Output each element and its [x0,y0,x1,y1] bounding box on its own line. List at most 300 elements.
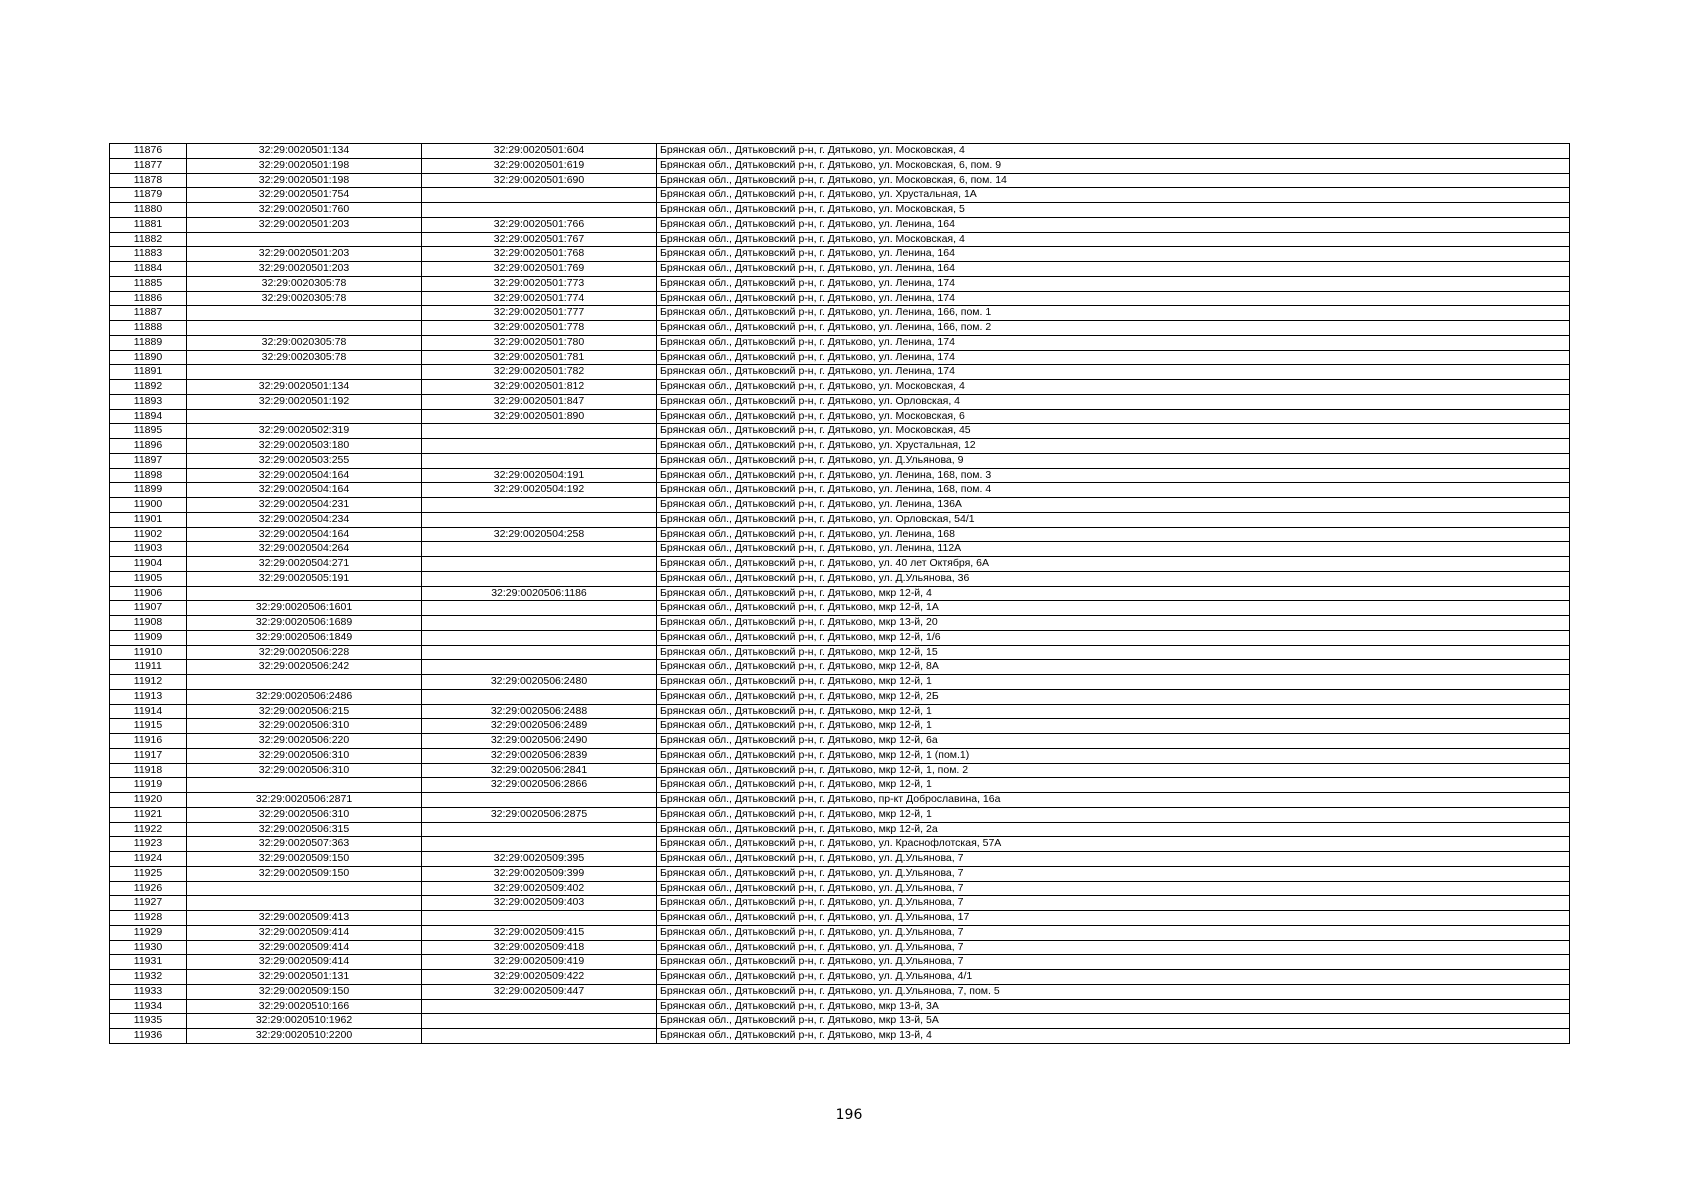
table-row [110,203,1570,218]
row-number-cell: 11925 [110,866,187,881]
table-row [110,232,1570,247]
row-number-cell: 11910 [110,645,187,660]
cadastral-number-cell: 32:29:0020506:1601 [187,601,422,616]
object-number-cell [422,203,657,218]
cadastral-number-cell: 32:29:0020504:271 [187,557,422,572]
cadastral-number-cell: 32:29:0020501:203 [187,247,422,262]
object-number-cell [422,439,657,454]
table-row [110,306,1570,321]
row-number-cell: 11912 [110,675,187,690]
cadastral-number-cell: 32:29:0020504:264 [187,542,422,557]
cadastral-number-cell [187,321,422,336]
cadastral-number-cell: 32:29:0020506:310 [187,719,422,734]
cadastral-number-cell [187,365,422,380]
cadastral-number-cell [187,409,422,424]
cadastral-number-cell: 32:29:0020506:310 [187,763,422,778]
cadastral-number-cell: 32:29:0020504:164 [187,527,422,542]
cadastral-number-cell: 32:29:0020506:228 [187,645,422,660]
table-row [110,852,1570,867]
address-cell: Брянская обл., Дятьковский р-н, г. Дятьково, ул. Ленина, 174 [657,350,1570,365]
object-number-cell [422,1014,657,1029]
cadastral-number-cell: 32:29:0020506:310 [187,748,422,763]
table-row [110,970,1570,985]
row-number-cell: 11891 [110,365,187,380]
row-number-cell: 11884 [110,262,187,277]
address-cell: Брянская обл., Дятьковский р-н, г. Дятьково, ул. Ленина, 166, пом. 2 [657,321,1570,336]
object-number-cell: 32:29:0020506:1186 [422,586,657,601]
object-number-cell: 32:29:0020506:2480 [422,675,657,690]
cadastral-number-cell [187,896,422,911]
table-row [110,748,1570,763]
table-row [110,689,1570,704]
cadastral-number-cell: 32:29:0020504:231 [187,498,422,513]
object-number-cell [422,689,657,704]
cadastral-number-cell: 32:29:0020504:164 [187,483,422,498]
object-number-cell [422,498,657,513]
cadastral-number-cell: 32:29:0020504:164 [187,468,422,483]
cadastral-number-cell: 32:29:0020509:150 [187,852,422,867]
object-number-cell: 32:29:0020509:399 [422,866,657,881]
address-cell: Брянская обл., Дятьковский р-н, г. Дятьково, ул. Д.Ульянова, 7 [657,852,1570,867]
object-number-cell: 32:29:0020501:812 [422,380,657,395]
row-number-cell: 11922 [110,822,187,837]
row-number-cell: 11886 [110,291,187,306]
table-row [110,217,1570,232]
object-number-cell: 32:29:0020504:258 [422,527,657,542]
object-number-cell [422,822,657,837]
table-row [110,571,1570,586]
row-number-cell: 11916 [110,734,187,749]
table-row [110,321,1570,336]
address-cell: Брянская обл., Дятьковский р-н, г. Дятьково, ул. Ленина, 166, пом. 1 [657,306,1570,321]
address-cell: Брянская обл., Дятьковский р-н, г. Дятьково, ул. Ленина, 168, пом. 3 [657,468,1570,483]
table-row [110,276,1570,291]
object-number-cell [422,999,657,1014]
table-row [110,793,1570,808]
object-number-cell: 32:29:0020501:782 [422,365,657,380]
table-row [110,291,1570,306]
cadastral-number-cell: 32:29:0020305:78 [187,291,422,306]
object-number-cell [422,616,657,631]
object-number-cell [422,571,657,586]
table-body [110,144,1570,1044]
address-cell: Брянская обл., Дятьковский р-н, г. Дятьково, ул. Орловская, 54/1 [657,512,1570,527]
address-cell: Брянская обл., Дятьковский р-н, г. Дятьково, ул. Д.Ульянова, 7 [657,955,1570,970]
address-cell: Брянская обл., Дятьковский р-н, г. Дятьково, мкр 13-й, 20 [657,616,1570,631]
row-number-cell: 11935 [110,1014,187,1029]
cadastral-number-cell: 32:29:0020506:2486 [187,689,422,704]
table-row [110,512,1570,527]
address-cell: Брянская обл., Дятьковский р-н, г. Дятьково, ул. Московская, 6, пом. 14 [657,173,1570,188]
table-row [110,453,1570,468]
cadastral-number-cell: 32:29:0020501:192 [187,394,422,409]
address-cell: Брянская обл., Дятьковский р-н, г. Дятьково, ул. Московская, 45 [657,424,1570,439]
table-row [110,778,1570,793]
cadastral-number-cell: 32:29:0020501:754 [187,188,422,203]
cadastral-number-cell: 32:29:0020506:310 [187,807,422,822]
table-row [110,365,1570,380]
object-number-cell: 32:29:0020501:847 [422,394,657,409]
table-row [110,704,1570,719]
object-number-cell: 32:29:0020506:2839 [422,748,657,763]
row-number-cell: 11936 [110,1029,187,1044]
address-cell: Брянская обл., Дятьковский р-н, г. Дятьково, ул. Краснофлотская, 57А [657,837,1570,852]
table-row [110,807,1570,822]
cadastral-number-cell: 32:29:0020506:1689 [187,616,422,631]
cadastral-number-cell: 32:29:0020502:319 [187,424,422,439]
address-cell: Брянская обл., Дятьковский р-н, г. Дятьково, ул. Ленина, 164 [657,217,1570,232]
row-number-cell: 11921 [110,807,187,822]
object-number-cell: 32:29:0020501:773 [422,276,657,291]
address-cell: Брянская обл., Дятьковский р-н, г. Дятьково, ул. Ленина, 164 [657,247,1570,262]
object-number-cell: 32:29:0020501:781 [422,350,657,365]
table-row [110,896,1570,911]
row-number-cell: 11877 [110,158,187,173]
object-number-cell [422,424,657,439]
address-cell: Брянская обл., Дятьковский р-н, г. Дятьково, ул. Д.Ульянова, 4/1 [657,970,1570,985]
address-cell: Брянская обл., Дятьковский р-н, г. Дятьково, ул. Ленина, 164 [657,262,1570,277]
cadastral-number-cell: 32:29:0020510:1962 [187,1014,422,1029]
address-cell: Брянская обл., Дятьковский р-н, г. Дятьково, ул. Хрустальная, 12 [657,439,1570,454]
object-number-cell [422,557,657,572]
table-row [110,144,1570,159]
table-row [110,247,1570,262]
table-row [110,734,1570,749]
row-number-cell: 11876 [110,144,187,159]
address-cell: Брянская обл., Дятьковский р-н, г. Дятьково, мкр 12-й, 2Б [657,689,1570,704]
object-number-cell: 32:29:0020509:395 [422,852,657,867]
row-number-cell: 11918 [110,763,187,778]
object-number-cell [422,793,657,808]
address-cell: Брянская обл., Дятьковский р-н, г. Дятьково, ул. Д.Ульянова, 7 [657,881,1570,896]
cadastral-number-cell: 32:29:0020501:760 [187,203,422,218]
table-row [110,1014,1570,1029]
address-cell: Брянская обл., Дятьковский р-н, г. Дятьково, ул. 40 лет Октября, 6А [657,557,1570,572]
address-cell: Брянская обл., Дятьковский р-н, г. Дятьково, ул. Ленина, 136А [657,498,1570,513]
cadastral-number-cell: 32:29:0020504:234 [187,512,422,527]
address-cell: Брянская обл., Дятьковский р-н, г. Дятьково, ул. Московская, 5 [657,203,1570,218]
address-cell: Брянская обл., Дятьковский р-н, г. Дятьково, ул. Д.Ульянова, 7 [657,896,1570,911]
object-number-cell: 32:29:0020509:403 [422,896,657,911]
table-row [110,955,1570,970]
address-cell: Брянская обл., Дятьковский р-н, г. Дятьково, мкр 12-й, 1, пом. 2 [657,763,1570,778]
object-number-cell: 32:29:0020501:768 [422,247,657,262]
cadastral-number-cell [187,778,422,793]
cadastral-number-cell: 32:29:0020510:2200 [187,1029,422,1044]
table-row [110,262,1570,277]
row-number-cell: 11899 [110,483,187,498]
row-number-cell: 11883 [110,247,187,262]
cadastral-number-cell: 32:29:0020501:131 [187,970,422,985]
row-number-cell: 11880 [110,203,187,218]
row-number-cell: 11881 [110,217,187,232]
row-number-cell: 11926 [110,881,187,896]
table-row [110,439,1570,454]
cadastral-number-cell: 32:29:0020506:242 [187,660,422,675]
cadastral-number-cell: 32:29:0020501:203 [187,262,422,277]
object-number-cell [422,512,657,527]
row-number-cell: 11915 [110,719,187,734]
table-row [110,557,1570,572]
object-number-cell: 32:29:0020506:2489 [422,719,657,734]
row-number-cell: 11924 [110,852,187,867]
address-cell: Брянская обл., Дятьковский р-н, г. Дятьково, мкр 12-й, 6а [657,734,1570,749]
row-number-cell: 11903 [110,542,187,557]
address-cell: Брянская обл., Дятьковский р-н, г. Дятьково, мкр 12-й, 1 [657,704,1570,719]
cadastral-number-cell: 32:29:0020510:166 [187,999,422,1014]
table-row [110,188,1570,203]
cadastral-number-cell: 32:29:0020503:255 [187,453,422,468]
row-number-cell: 11890 [110,350,187,365]
address-cell: Брянская обл., Дятьковский р-н, г. Дятьково, ул. Ленина, 168, пом. 4 [657,483,1570,498]
row-number-cell: 11882 [110,232,187,247]
object-number-cell: 32:29:0020509:402 [422,881,657,896]
table-row [110,645,1570,660]
cadastral-number-cell: 32:29:0020501:203 [187,217,422,232]
table-row [110,173,1570,188]
table-row [110,483,1570,498]
row-number-cell: 11894 [110,409,187,424]
object-number-cell: 32:29:0020509:415 [422,925,657,940]
row-number-cell: 11888 [110,321,187,336]
address-cell: Брянская обл., Дятьковский р-н, г. Дятьково, мкр 13-й, 5А [657,1014,1570,1029]
row-number-cell: 11895 [110,424,187,439]
cadastral-number-cell: 32:29:0020509:413 [187,911,422,926]
row-number-cell: 11929 [110,925,187,940]
object-number-cell [422,1029,657,1044]
address-cell: Брянская обл., Дятьковский р-н, г. Дятьково, ул. Ленина, 174 [657,335,1570,350]
address-cell: Брянская обл., Дятьковский р-н, г. Дятьково, ул. Д.Ульянова, 7, пом. 5 [657,984,1570,999]
object-number-cell: 32:29:0020501:766 [422,217,657,232]
row-number-cell: 11902 [110,527,187,542]
address-cell: Брянская обл., Дятьковский р-н, г. Дятьково, ул. Московская, 4 [657,380,1570,395]
table-row [110,940,1570,955]
object-number-cell: 32:29:0020506:2490 [422,734,657,749]
row-number-cell: 11892 [110,380,187,395]
address-cell: Брянская обл., Дятьковский р-н, г. Дятьково, ул. Ленина, 174 [657,291,1570,306]
row-number-cell: 11885 [110,276,187,291]
cadastral-number-cell: 32:29:0020509:414 [187,940,422,955]
address-cell: Брянская обл., Дятьковский р-н, г. Дятьково, ул. Д.Ульянова, 7 [657,940,1570,955]
row-number-cell: 11931 [110,955,187,970]
address-cell: Брянская обл., Дятьковский р-н, г. Дятьково, пр-кт Доброславина, 16а [657,793,1570,808]
row-number-cell: 11889 [110,335,187,350]
object-number-cell [422,188,657,203]
object-number-cell: 32:29:0020504:191 [422,468,657,483]
table-row [110,675,1570,690]
address-cell: Брянская обл., Дятьковский р-н, г. Дятьково, ул. Ленина, 112А [657,542,1570,557]
table-row [110,630,1570,645]
cadastral-number-cell: 32:29:0020505:191 [187,571,422,586]
address-cell: Брянская обл., Дятьковский р-н, г. Дятьково, ул. Московская, 4 [657,144,1570,159]
table-row [110,822,1570,837]
table-row [110,881,1570,896]
row-number-cell: 11913 [110,689,187,704]
row-number-cell: 11893 [110,394,187,409]
address-cell: Брянская обл., Дятьковский р-н, г. Дятьково, ул. Московская, 6, пом. 9 [657,158,1570,173]
object-number-cell [422,645,657,660]
object-number-cell [422,453,657,468]
cadastral-number-cell: 32:29:0020509:150 [187,984,422,999]
row-number-cell: 11908 [110,616,187,631]
address-cell: Брянская обл., Дятьковский р-н, г. Дятьково, ул. Д.Ульянова, 17 [657,911,1570,926]
row-number-cell: 11932 [110,970,187,985]
table-row [110,925,1570,940]
object-number-cell: 32:29:0020501:767 [422,232,657,247]
row-number-cell: 11909 [110,630,187,645]
address-cell: Брянская обл., Дятьковский р-н, г. Дятьково, ул. Д.Ульянова, 9 [657,453,1570,468]
table-row [110,999,1570,1014]
object-number-cell: 32:29:0020501:774 [422,291,657,306]
table-row [110,542,1570,557]
object-number-cell: 32:29:0020509:422 [422,970,657,985]
row-number-cell: 11900 [110,498,187,513]
row-number-cell: 11914 [110,704,187,719]
page-number: 196 [835,1107,863,1123]
address-cell: Брянская обл., Дятьковский р-н, г. Дятьково, мкр 12-й, 2а [657,822,1570,837]
address-cell: Брянская обл., Дятьковский р-н, г. Дятьково, мкр 13-й, 4 [657,1029,1570,1044]
table-row [110,468,1570,483]
cadastral-number-cell: 32:29:0020506:1849 [187,630,422,645]
cadastral-number-cell: 32:29:0020506:315 [187,822,422,837]
cadastral-number-cell [187,675,422,690]
address-cell: Брянская обл., Дятьковский р-н, г. Дятьково, мкр 12-й, 1 [657,719,1570,734]
table-row [110,335,1570,350]
cadastral-number-cell [187,881,422,896]
address-cell: Брянская обл., Дятьковский р-н, г. Дятьково, мкр 12-й, 8А [657,660,1570,675]
table-row [110,719,1570,734]
object-number-cell: 32:29:0020501:769 [422,262,657,277]
row-number-cell: 11927 [110,896,187,911]
object-number-cell: 32:29:0020501:604 [422,144,657,159]
address-cell: Брянская обл., Дятьковский р-н, г. Дятьково, ул. Д.Ульянова, 7 [657,925,1570,940]
table-row [110,866,1570,881]
address-cell: Брянская обл., Дятьковский р-н, г. Дятьково, мкр 13-й, 3А [657,999,1570,1014]
cadastral-number-cell: 32:29:0020503:180 [187,439,422,454]
row-number-cell: 11901 [110,512,187,527]
row-number-cell: 11906 [110,586,187,601]
table-row [110,1029,1570,1044]
object-number-cell: 32:29:0020504:192 [422,483,657,498]
cadastral-number-cell: 32:29:0020305:78 [187,350,422,365]
table-row [110,837,1570,852]
row-number-cell: 11934 [110,999,187,1014]
row-number-cell: 11878 [110,173,187,188]
cadastral-number-cell: 32:29:0020506:215 [187,704,422,719]
cadastral-number-cell [187,306,422,321]
row-number-cell: 11879 [110,188,187,203]
row-number-cell: 11905 [110,571,187,586]
row-number-cell: 11923 [110,837,187,852]
row-number-cell: 11928 [110,911,187,926]
address-cell: Брянская обл., Дятьковский р-н, г. Дятьково, мкр 12-й, 15 [657,645,1570,660]
address-cell: Брянская обл., Дятьковский р-н, г. Дятьково, мкр 12-й, 1 [657,807,1570,822]
address-cell: Брянская обл., Дятьковский р-н, г. Дятьково, ул. Ленина, 174 [657,276,1570,291]
table-row [110,660,1570,675]
table-row [110,424,1570,439]
cadastral-number-cell [187,586,422,601]
table-row [110,911,1570,926]
row-number-cell: 11887 [110,306,187,321]
row-number-cell: 11920 [110,793,187,808]
cadastral-number-cell: 32:29:0020305:78 [187,335,422,350]
row-number-cell: 11904 [110,557,187,572]
table-row [110,409,1570,424]
object-number-cell [422,911,657,926]
cadastral-number-cell: 32:29:0020501:198 [187,173,422,188]
cadastral-number-cell [187,232,422,247]
address-cell: Брянская обл., Дятьковский р-н, г. Дятьково, ул. Орловская, 4 [657,394,1570,409]
table-row [110,527,1570,542]
cadastral-number-cell: 32:29:0020506:220 [187,734,422,749]
data-table [109,143,1570,1044]
object-number-cell: 32:29:0020506:2866 [422,778,657,793]
object-number-cell [422,601,657,616]
object-number-cell: 32:29:0020506:2488 [422,704,657,719]
cadastral-number-cell: 32:29:0020509:414 [187,955,422,970]
object-number-cell: 32:29:0020506:2875 [422,807,657,822]
address-cell: Брянская обл., Дятьковский р-н, г. Дятьково, мкр 12-й, 1 (пом.1) [657,748,1570,763]
table-row [110,586,1570,601]
object-number-cell: 32:29:0020501:690 [422,173,657,188]
object-number-cell: 32:29:0020501:619 [422,158,657,173]
row-number-cell: 11907 [110,601,187,616]
table-row [110,350,1570,365]
address-cell: Брянская обл., Дятьковский р-н, г. Дятьково, мкр 12-й, 1А [657,601,1570,616]
object-number-cell: 32:29:0020509:447 [422,984,657,999]
address-cell: Брянская обл., Дятьковский р-н, г. Дятьково, ул. Ленина, 168 [657,527,1570,542]
row-number-cell: 11919 [110,778,187,793]
cadastral-number-cell: 32:29:0020501:198 [187,158,422,173]
cadastral-number-cell: 32:29:0020509:414 [187,925,422,940]
address-cell: Брянская обл., Дятьковский р-н, г. Дятьково, мкр 12-й, 4 [657,586,1570,601]
table-row [110,616,1570,631]
object-number-cell: 32:29:0020509:419 [422,955,657,970]
address-cell: Брянская обл., Дятьковский р-н, г. Дятьково, ул. Д.Ульянова, 36 [657,571,1570,586]
row-number-cell: 11917 [110,748,187,763]
row-number-cell: 11933 [110,984,187,999]
row-number-cell: 11897 [110,453,187,468]
address-cell: Брянская обл., Дятьковский р-н, г. Дятьково, мкр 12-й, 1 [657,675,1570,690]
cadastral-number-cell: 32:29:0020507:363 [187,837,422,852]
row-number-cell: 11930 [110,940,187,955]
address-cell: Брянская обл., Дятьковский р-н, г. Дятьково, ул. Московская, 6 [657,409,1570,424]
address-cell: Брянская обл., Дятьковский р-н, г. Дятьково, ул. Ленина, 174 [657,365,1570,380]
object-number-cell [422,660,657,675]
address-cell: Брянская обл., Дятьковский р-н, г. Дятьково, ул. Московская, 4 [657,232,1570,247]
row-number-cell: 11911 [110,660,187,675]
address-cell: Брянская обл., Дятьковский р-н, г. Дятьково, мкр 12-й, 1 [657,778,1570,793]
cadastral-number-cell: 32:29:0020501:134 [187,144,422,159]
table-row [110,498,1570,513]
object-number-cell: 32:29:0020501:780 [422,335,657,350]
table-row [110,984,1570,999]
address-cell: Брянская обл., Дятьковский р-н, г. Дятьково, мкр 12-й, 1/6 [657,630,1570,645]
object-number-cell: 32:29:0020506:2841 [422,763,657,778]
row-number-cell: 11896 [110,439,187,454]
table-row [110,394,1570,409]
object-number-cell: 32:29:0020501:778 [422,321,657,336]
cadastral-number-cell: 32:29:0020501:134 [187,380,422,395]
object-number-cell [422,630,657,645]
object-number-cell [422,837,657,852]
table-row [110,763,1570,778]
row-number-cell: 11898 [110,468,187,483]
object-number-cell: 32:29:0020501:777 [422,306,657,321]
object-number-cell: 32:29:0020501:890 [422,409,657,424]
object-number-cell: 32:29:0020509:418 [422,940,657,955]
table-row [110,380,1570,395]
